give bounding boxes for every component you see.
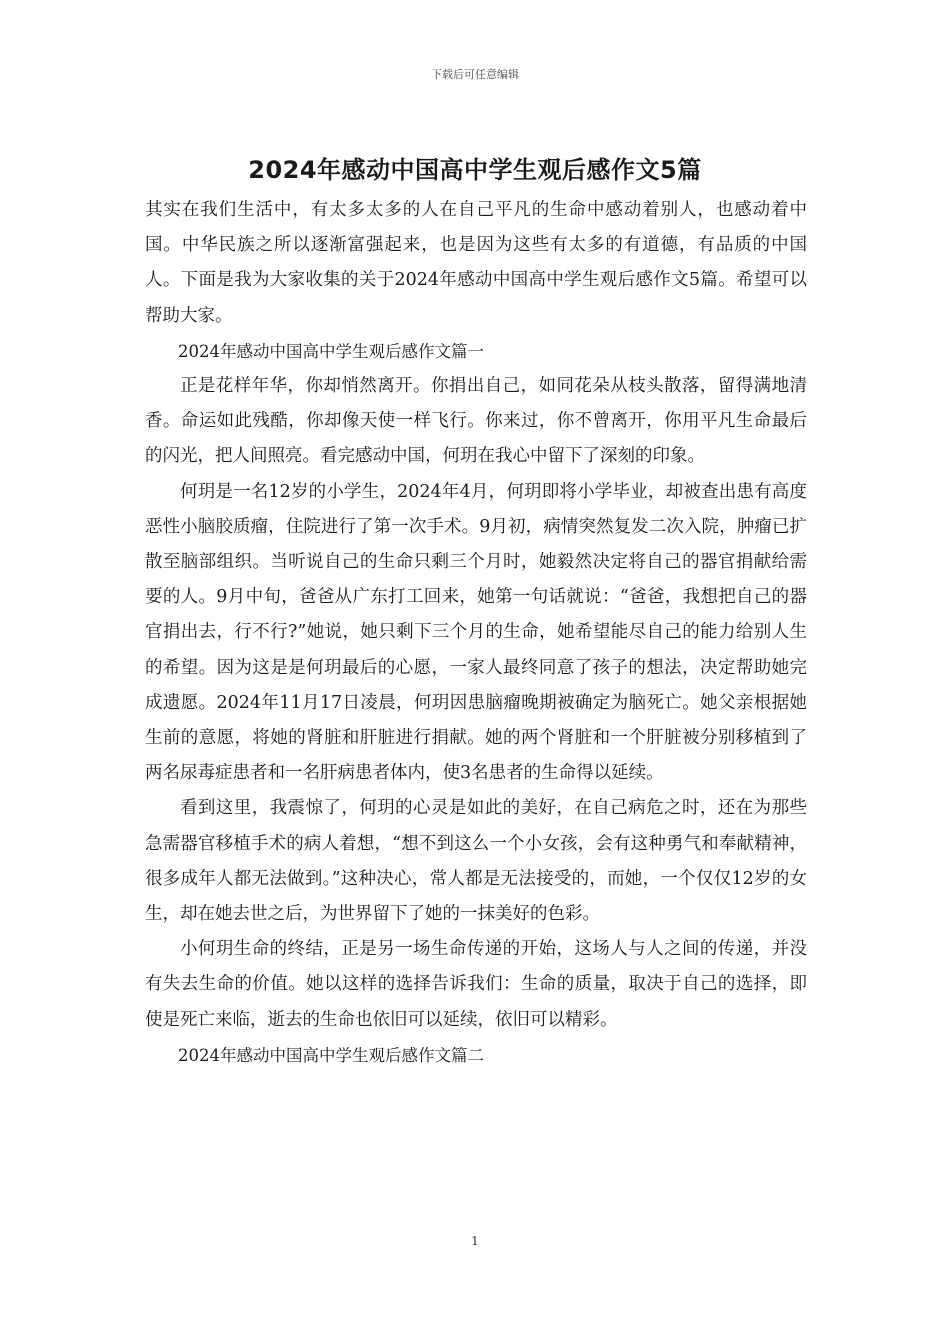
body-paragraph: 何玥是一名12岁的小学生，2024年4月，何玥即将小学毕业，却被查出患有高度恶性小脑胶质瘤，住院进行了第一次手术。9月初，病情突然复发二次入院，肿瘤已扩散至脑部组织。当听说自己的生命只剩三个月时，她毅然决定将自己的器官捐献给需要的人。9月中旬，爸爸从广东打工回来，她第一句话就说：“爸爸，我想把自己的器官捐出去，行不行?”她说，她只剩下三个月的生命，她希望能尽自己的能力给别人生的希望。因为这是是何玥最后的心愿，一家人最终同意了孩子的想法，决定帮助她完成遗愿。2024年11月17日凌晨，何玥因患脑瘤晚期被确定为脑死亡。她父亲根据她生前的意愿，将她的肾脏和肝脏进行捐献。她的两个肾脏和一个肝脏被分别移植到了两名尿毒症患者和一名肝病患者体内，使3名患者的生命得以延续。 [145,481,807,784]
body-paragraph: 小何玥生命的终结，正是另一场生命传递的开始，这场人与人之间的传递，并没有失去生命的价值。她以这样的选择告诉我们：生命的质量，取决于自己的选择，即使是死亡来临，逝去的生命也依旧可以延续，依旧可以精彩。 [145,939,807,1030]
header-note: 下载后可任意编辑 [431,68,519,81]
body-paragraph: 正是花样年华，你却悄然离开。你捐出自己，如同花朵从枝头散落，留得满地清香。命运如此残酷，你却像天使一样飞行。你来过，你不曾离开，你用平凡生命最后的闪光，把人间照亮。看完感动中国，何玥在我心中留下了深刻的印象。 [145,376,807,467]
body-paragraph: 看到这里，我震惊了，何玥的心灵是如此的美好，在自己病危之时，还在为那些急需器官移植手术的病人着想，“想不到这么一个小女孩，会有这种勇气和奉献精神，很多成年人都无法做到。”这种决心，常人都是无法接受的，而她，一个仅仅12岁的女生，却在她去世之后，为世界留下了她的一抹美好的色彩。 [145,798,807,925]
section-heading-2: 2024年感动中国高中学生观后感作文篇二 [178,1045,484,1065]
document-title: 2024年感动中国高中学生观后感作文5篇 [248,156,702,184]
intro-paragraph: 其实在我们生活中，有太多太多的人在自己平凡的生命中感动着别人，也感动着中国。中华民族之所以逐渐富强起来，也是因为这些有太多的有道德，有品质的中国人。下面是我为大家收集的关于2024年感动中国高中学生观后感作文5篇。希望可以帮助大家。 [145,200,807,326]
page-number: 1 [471,1234,479,1248]
document-body [145,193,807,1073]
section-heading-1: 2024年感动中国高中学生观后感作文篇一 [178,341,484,361]
